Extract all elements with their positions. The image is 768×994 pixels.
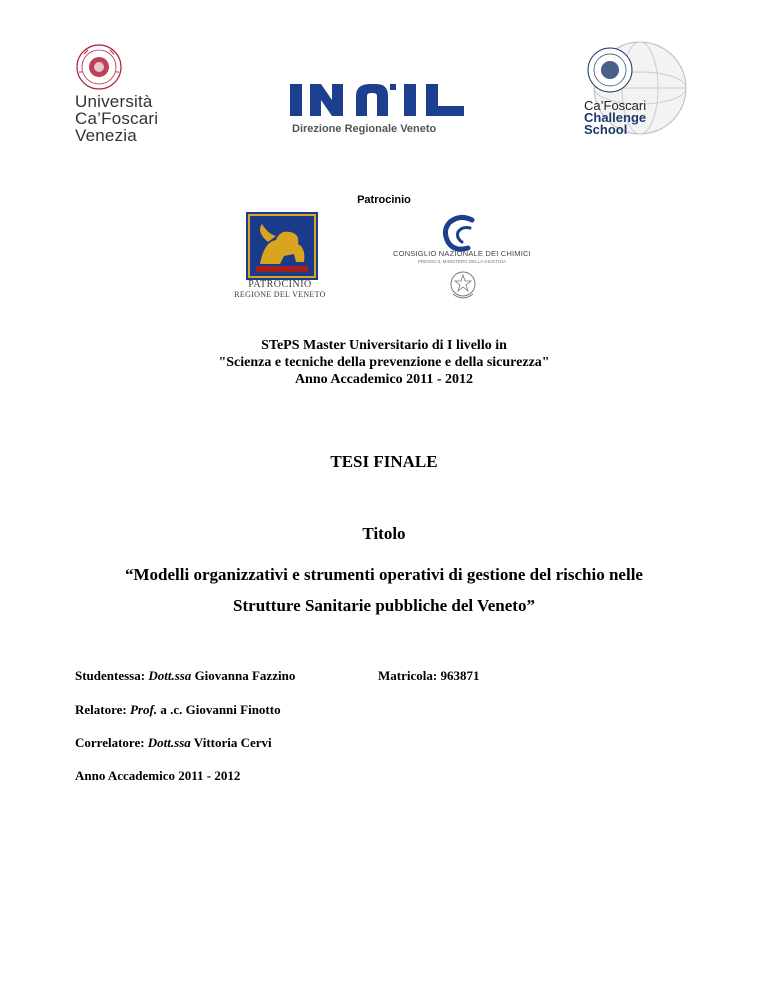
correlatore-line bbox=[75, 735, 272, 751]
master-line-3: Anno Accademico 2011 - 2012 bbox=[294, 372, 474, 387]
veneto-line-1: PATROCINIO bbox=[248, 279, 312, 290]
titolo-label: Titolo bbox=[362, 524, 406, 543]
matricola-value: 963871 bbox=[440, 668, 480, 683]
regione-veneto-caption bbox=[210, 280, 350, 300]
chimici-line-2: PRESSO IL MINISTERO DELLA GIUSTIZIA bbox=[417, 259, 507, 264]
consiglio-chimici-caption bbox=[370, 250, 554, 266]
veneto-line-2: REGIONE DEL VENETO bbox=[234, 290, 326, 299]
correlatore-label: Correlatore: bbox=[75, 735, 145, 750]
universita-line-2: Ca’Foscari bbox=[75, 109, 159, 128]
patrocinio-label: Patrocinio bbox=[357, 194, 411, 206]
challenge-line-2: Challenge bbox=[584, 110, 647, 125]
inail-logo-icon bbox=[290, 84, 468, 116]
universita-line-1: Università bbox=[75, 92, 153, 111]
studentessa-label: Studentessa: bbox=[75, 668, 146, 683]
matricola-label: Matricola: bbox=[378, 668, 438, 683]
universita-name bbox=[75, 93, 158, 144]
studentessa-title: Dott.ssa bbox=[148, 668, 192, 683]
relatore-label: Relatore: bbox=[75, 702, 127, 717]
challenge-line-3: School bbox=[584, 122, 628, 137]
thesis-title-line-2: Strutture Sanitarie pubbliche del Veneto” bbox=[233, 596, 535, 615]
master-line-1: STePS Master Universitario di I livello in bbox=[261, 338, 507, 353]
regione-veneto-lion-icon bbox=[246, 212, 318, 280]
studentessa-name: Giovanna Fazzino bbox=[194, 668, 296, 683]
relatore-name: a .c. Giovanni Finotto bbox=[160, 702, 281, 717]
thesis-title-line-1: “Modelli organizzativi e strumenti operativi di gestione del rischio nelle bbox=[125, 565, 643, 584]
thesis-title bbox=[0, 559, 768, 621]
master-info bbox=[0, 337, 768, 388]
challenge-line-1: Ca’Foscari bbox=[584, 98, 647, 113]
challenge-school-name bbox=[584, 100, 646, 136]
universita-line-3: Venezia bbox=[75, 126, 137, 145]
matricola-line bbox=[378, 668, 479, 684]
relatore-line bbox=[75, 702, 281, 718]
master-line-2: "Scienza e tecniche della prevenzione e della sicurezza" bbox=[218, 355, 550, 370]
studentessa-line bbox=[75, 668, 295, 684]
tesi-finale-heading: TESI FINALE bbox=[330, 452, 438, 471]
anno-accademico-line: Anno Accademico 2011 - 2012 bbox=[75, 768, 241, 783]
correlatore-name: Vittoria Cervi bbox=[193, 735, 272, 750]
italian-republic-emblem-icon bbox=[448, 268, 478, 302]
inail-subtitle: Direzione Regionale Veneto bbox=[292, 123, 437, 135]
correlatore-title: Dott.ssa bbox=[147, 735, 191, 750]
relatore-title: Prof. bbox=[129, 702, 158, 717]
consiglio-chimici-logo-icon bbox=[440, 214, 484, 254]
chimici-line-1: CONSIGLIO NAZIONALE DEI CHIMICI bbox=[393, 249, 531, 258]
